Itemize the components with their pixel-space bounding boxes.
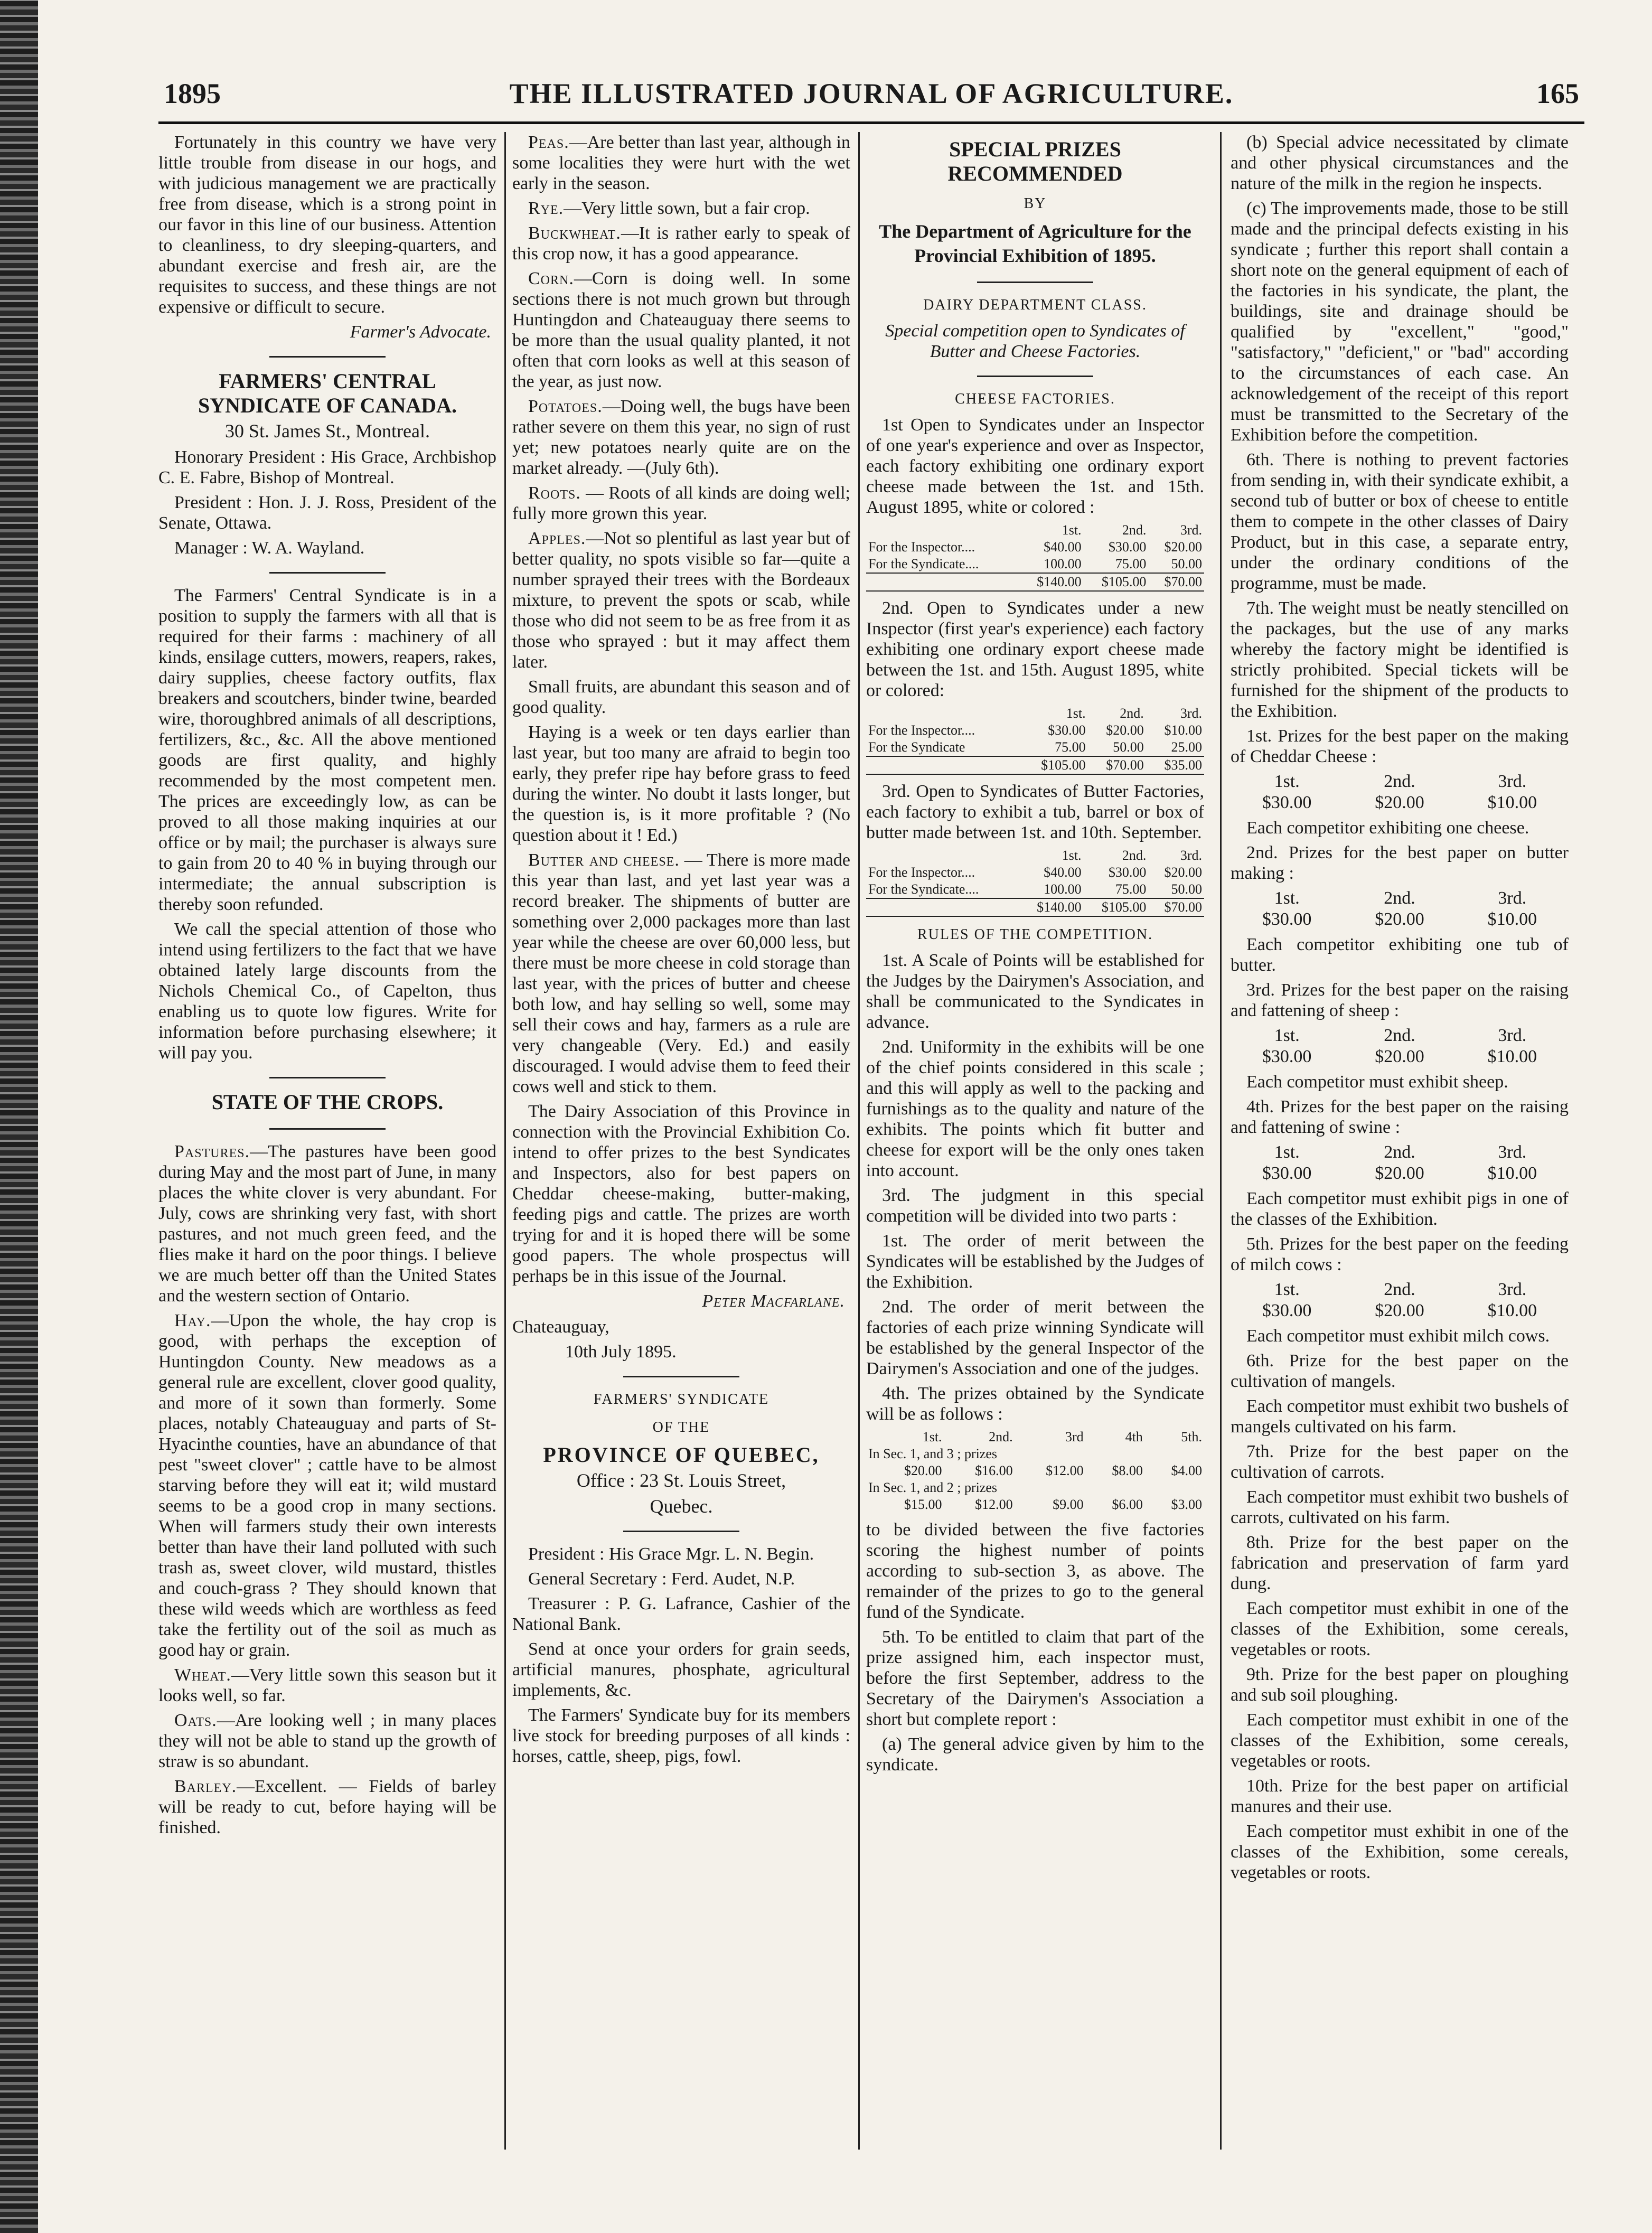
competition-3: 3rd. Open to Syndicates of Butter Factories, each factory to exhibit a tub, barrel or box of butter made between 1st. and 10th. September.	[866, 782, 1204, 842]
prize-table-1: 1st. 2nd. 3rd. For the Inspector.... $40.00 $30.00 $20.00 For the Syndicate.... 100.00 75.00 50.00 $140.00 $105.00 $70.00	[866, 522, 1204, 592]
corn-report: Corn.—Corn is doing well. In some sections there is not much grown but through Huntingdon and Chateauguay there seems to be more than the usual quality planted, it not often that corn looks as well at this season of the year, as just now.	[512, 269, 850, 391]
header-year: 1895	[164, 78, 221, 109]
table-row: In Sec. 1, and 2 ; prizes	[868, 1480, 998, 1495]
small-fruits-report: Small fruits, are abundant this season and of good quality.	[512, 677, 850, 717]
paper-prize-7: 7th. Prize for the best paper on the cultivation of carrots.	[1231, 1442, 1569, 1482]
special-prizes-heading: SPECIAL PRIZES RECOMMENDED	[947, 137, 1123, 185]
source-credit: Farmer's Advocate.	[350, 322, 491, 342]
competition-1: 1st Open to Syndicates under an Inspector of one year's experience and over as Inspector, each factory exhibiting one ordinary export cheese made between the 1st. and 15th. August 1895, white or colored :	[866, 415, 1204, 517]
signature-date: 10th July 1895.	[565, 1342, 677, 1362]
paper-prize-10: 10th. Prize for the best paper on artificial manures and their use.	[1231, 1776, 1569, 1816]
paper-prize-3-amounts: 1st. $30.00 2nd. $20.00 3rd. $10.00	[1262, 1026, 1537, 1066]
author-signature: Peter Macfarlane.	[702, 1291, 845, 1311]
buckwheat-label: Buckwheat.	[528, 223, 621, 243]
paper-prize-1-amounts: 1st. $30.00 2nd. $20.00 3rd. $10.00	[1262, 772, 1537, 812]
central-syndicate-heading: FARMERS' CENTRAL SYNDICATE OF CANADA.	[198, 369, 457, 417]
cheese-factories-heading: CHEESE FACTORIES.	[955, 391, 1115, 407]
rule-5: 5th. To be entitled to claim that part of the prize assigned him, each inspector must, before the first September, address to the Secretary of the Dairymen's Association a short but complete report :	[866, 1627, 1204, 1729]
department-heading: The Department of Agriculture for the Provincial Exhibition of 1895.	[879, 221, 1191, 266]
table-row: For the Inspector.... $30.00 $20.00 $10.00	[868, 723, 1202, 738]
column-4	[1231, 132, 1569, 2150]
quebec-syndicate-heading-3: PROVINCE OF QUEBEC,	[543, 1443, 820, 1467]
paper-prize-7-note: Each competitor must exhibit two bushels of carrots, cultivated on his farm.	[1231, 1487, 1569, 1527]
manager: Manager : W. A. Wayland.	[174, 538, 365, 558]
paper-prize-4-title: 4th. Prizes for the best paper on the raising and fattening of swine :	[1231, 1097, 1569, 1137]
fertilizers-paragraph: We call the special attention of those who intend using fertilizers to the fact that we have obtained lately large discounts from the Nichols Chemical Co., of Capelton, thus enabling us to quote low figures. Write for information before purchasing elsewhere; it will pay you.	[158, 920, 496, 1063]
live-stock-paragraph: The Farmers' Syndicate buy for its members live stock for breeding purposes of all kinds : horses, cattle, sheep, pigs, fowl.	[512, 1705, 850, 1766]
quebec-syndicate-heading-2: OF THE	[652, 1419, 710, 1436]
wheat-label: Wheat.	[174, 1665, 231, 1685]
paper-prize-1-note: Each competitor exhibiting one cheese.	[1246, 818, 1529, 838]
table-row: For the Syndicate 75.00 50.00 25.00	[868, 739, 1202, 755]
syndicate-supplies-paragraph: The Farmers' Central Syndicate is in a position to supply the farmers with all that is required for their farms : machinery of all kinds, ensilage cutters, mowers, reapers, rakes, dairy supplies, cheese factory outfits, flax breakers and scoutchers, binder twine, bearded wire, thoroughbred animals of all descriptions, fertilizers, &c., &c. All the above mentioned goods are first quality, and highly recommended by the most competent men. The prices are exceedingly low, as can be proved to all those making inquiries at our office or by mail; the purchaser is always sure to gain from 20 to 40 % in buying through our intermediate; the annual subscription is thereby soon refunded.	[158, 586, 496, 914]
page-header	[158, 74, 1584, 124]
rule-5b: (b) Special advice necessitated by climate and other physical circumstances and the nature of the milk in the region he inspects.	[1231, 133, 1569, 193]
paper-prize-5-note: Each competitor must exhibit milch cows.	[1246, 1326, 1550, 1346]
potatoes-label: Potatoes.	[528, 397, 603, 416]
central-syndicate-address: 30 St. James St., Montreal.	[225, 420, 430, 442]
section-divider	[269, 1077, 386, 1078]
table-row: For the Inspector.... $40.00 $30.00 $20.00	[868, 539, 1202, 555]
table-row: In Sec. 1, and 3 ; prizes	[868, 1446, 998, 1461]
apples-label: Apples.	[528, 529, 586, 548]
paper-prize-6: 6th. Prize for the best paper on the cultivation of mangels.	[1231, 1351, 1569, 1391]
rule-5c: (c) The improvements made, those to be still made and the principal defects existing in his syndicate ; further this report shall contain a short note on the general equipment of each of the factories in his syndicate, the plant, the buildings, site and drainage should be qualified by "excellent," "good," "satisfactory," "deficient," or "bad" according to the circumstances of each case. An acknowledgement of the receipt of this report must be transmitted to the Secretary of the Exhibition before the competition.	[1231, 199, 1569, 445]
table-row: For the Syndicate.... 100.00 75.00 50.00	[868, 881, 1202, 897]
table-row: For the Syndicate.... 100.00 75.00 50.00	[868, 556, 1202, 571]
section-divider	[977, 376, 1093, 377]
prize-table-3: 1st. 2nd. 3rd. For the Inspector.... $40.00 $30.00 $20.00 For the Syndicate.... 100.00 75.00 50.00 $140.00 $105.00 $70.00	[866, 847, 1204, 917]
section-divider	[977, 282, 1093, 283]
paper-prize-1-title: 1st. Prizes for the best paper on the making of Cheddar Cheese :	[1231, 726, 1569, 766]
table-row: $15.00 $12.00 $9.00 $6.00 $3.00	[904, 1497, 1202, 1512]
table-total-row: $140.00 $105.00 $70.00	[866, 573, 1204, 591]
paper-prize-8-note: Each competitor must exhibit in one of the classes of the Exhibition, some cereals, vegetables or roots.	[1231, 1599, 1569, 1659]
paper-prize-3-title: 3rd. Prizes for the best paper on the raising and fattening of sheep :	[1231, 980, 1569, 1020]
potatoes-report: Potatoes.—Doing well, the bugs have been rather severe on them this year, no sign of rust yet; new potatoes nearly quite are on the market already. —(July 6th).	[512, 397, 850, 478]
quebec-secretary: General Secretary : Ferd. Audet, N.P.	[528, 1569, 795, 1589]
pastures-report: Pastures.—The pastures have been good during May and the most part of June, in many places the white clover is very abundant. For July, cows are shrinking very fast, with short pastures, and not much green feed, and the flies make it hard on the poor things. I believe we are much better off than the United States and the western section of Ontario.	[158, 1142, 496, 1306]
rye-label: Rye.	[528, 199, 564, 218]
oats-report: Oats.—Are looking well ; in many places they will not be able to stand up the growth of straw is so abundant.	[158, 1711, 496, 1771]
oats-label: Oats.	[174, 1711, 217, 1730]
rule-1: 1st. A Scale of Points will be established for the Judges by the Dairymen's Association, and shall be communicated to the Syndicates in advance.	[866, 951, 1204, 1032]
paper-prize-6-note: Each competitor must exhibit two bushels of mangels cultivated on his farm.	[1231, 1396, 1569, 1437]
prize-table-2: 1st. 2nd. 3rd. For the Inspector.... $30.00 $20.00 $10.00 For the Syndicate 75.00 50.00 25.00 $105.00 $70.00 $35.00	[866, 705, 1204, 775]
dairy-association-paragraph: The Dairy Association of this Province in connection with the Provincial Exhibition Co. intend to offer prizes to the best Syndicates and Inspectors, also for best papers on Cheddar cheese-making, butter-making, feeding pigs and cattle. The prizes are worth trying for and it is hoped there will be some good papers. The whole prospectus will perhaps be in this issue of the Journal.	[512, 1102, 850, 1286]
apples-report: Apples.—Not so plentiful as last year but of better quality, no spots visible so far—quite a number sprayed their trees with the Bordeaux mixture, to prevent the spots or scab, while those who did not seem to be as free from it as those who sprayed : but it may affect them later.	[512, 529, 850, 672]
journal-title: THE ILLUSTRATED JOURNAL OF AGRICULTURE.	[509, 78, 1234, 109]
hay-report: Hay.—Upon the whole, the hay crop is good, with perhaps the exception of Huntingdon County. New meadows as a general rule are excellent, clover good quality, and more of it sown than formerly. Some places, notably Chateauguay and parts of St-Hyacinthe counties, have an abundance of that pest "sweet clover" ; cattle have to be almost starving before they will eat it; wild mustard seems to be a good crop in many sections. When will farmers study their own interests better than have their land polluted with such trash as, sweet clover, wild mustard, thistles and couch-grass ? They should known that these wild weeds which are worthless as feed take the fertility out of the soil as much as good hay or grain.	[158, 1311, 496, 1660]
special-competition-note: Special competition open to Syndicates of Butter and Cheese Factories.	[885, 321, 1185, 361]
rule-6: 6th. There is nothing to prevent factories from sending in, with their syndicate exhibit, a second tub of butter or box of cheese to entitle them to compete in the other classes of Dairy Product, but in this case, a separate entry, under the ordinary conditions of the programme, must be made.	[1231, 450, 1569, 593]
signature-place: Chateauguay,	[512, 1317, 609, 1337]
crops-heading: STATE OF THE CROPS.	[211, 1090, 444, 1114]
rule-3b: 2nd. The order of merit between the factories of each prize winning Syndicate will be established by the general Inspector of the Dairymen's Association and one of the judges.	[866, 1297, 1204, 1378]
section-divider	[269, 1128, 386, 1130]
butter-cheese-label: Butter and cheese.	[528, 850, 680, 870]
paper-prize-8: 8th. Prize for the best paper on the fabrication and preservation of farm yard dung.	[1231, 1533, 1569, 1593]
pastures-label: Pastures.	[174, 1142, 250, 1161]
roots-label: Roots.	[528, 483, 581, 503]
honorary-president: Honorary President : His Grace, Archbishop C. E. Fabre, Bishop of Montreal.	[158, 447, 496, 487]
quebec-president: President : His Grace Mgr. L. N. Begin.	[528, 1544, 814, 1564]
rule-3: 3rd. The judgment in this special competition will be divided into two parts :	[866, 1186, 1204, 1226]
rule-7: 7th. The weight must be neatly stencilled on the packages, but the use of any marks whereby the factory might be identified is strictly prohibited. Special tickets will be furnished for the shipment of the products to the Exhibition.	[1231, 598, 1569, 721]
book-binding-edge	[0, 0, 38, 2233]
peas-report: Peas.—Are better than last year, although in some localities they were hurt with the wet early in the season.	[512, 133, 850, 193]
column-1	[158, 132, 496, 2150]
quebec-syndicate-office: Office : 23 St. Louis Street,	[576, 1470, 786, 1491]
president: President : Hon. J. J. Ross, President of the Senate, Ottawa.	[158, 493, 496, 533]
column-rule	[504, 132, 506, 2150]
butter-cheese-report: Butter and cheese. — There is more made this year than last, and yet last year was a record breaker. The shipments of butter are something over 2,000 packages more than last year while the cheese are over 60,000 less, but there must be more cheese in cold storage than last year, with the prices of butter and cheese both low, and hay selling so well, some may sell their cows and hay, farmers as a rule are very changeable (Very. Ed.) and easily discouraged. I would advise them to feed their cows well and stick to them.	[512, 850, 850, 1096]
paper-prize-9-note: Each competitor must exhibit in one of the classes of the Exhibition, some cereals, vegetables or roots.	[1231, 1710, 1569, 1771]
paper-prize-10-note: Each competitor must exhibit in one of the classes of the Exhibition, some cereals, vegetables or roots.	[1231, 1822, 1569, 1882]
table-row: For the Inspector.... $40.00 $30.00 $20.00	[868, 865, 1202, 880]
section-divider	[269, 572, 386, 574]
prize-table-4: 1st. 2nd. 3rd 4th 5th. In Sec. 1, and 3 ; prizes $20.00 $16.00 $12.00 $8.00 $4.00 In Sec. 1, and 2 ; prizes $15.00 $12.00 $9.00 $6.00 $3.00	[866, 1429, 1204, 1513]
rule-2: 2nd. Uniformity in the exhibits will be one of the chief points considered in this scale ; and this will apply as well to the packing and furnishings as to the quality and nature of the exhibits. The points which fit butter and cheese for export will be the only ones taken into account.	[866, 1037, 1204, 1180]
wheat-report: Wheat.—Very little sown this season but it looks well, so far.	[158, 1665, 496, 1705]
rye-report: Rye.—Very little sown, but a fair crop.	[528, 199, 810, 218]
paper-prize-4-amounts: 1st. $30.00 2nd. $20.00 3rd. $10.00	[1262, 1142, 1537, 1183]
rule-3a: 1st. The order of merit between the Syndicates will be established by the Judges of the Exhibition.	[866, 1231, 1204, 1292]
section-divider	[623, 1376, 739, 1377]
corn-label: Corn.	[528, 269, 574, 288]
orders-paragraph: Send at once your orders for grain seeds, artificial manures, phosphate, agricultural implements, &c.	[512, 1639, 850, 1700]
paper-prize-9: 9th. Prize for the best paper on ploughing and sub soil ploughing.	[1231, 1665, 1569, 1705]
column-rule	[1220, 132, 1222, 2150]
barley-label: Barley.	[174, 1777, 237, 1796]
table-row: $20.00 $16.00 $12.00 $8.00 $4.00	[904, 1463, 1202, 1478]
table-total-row: $140.00 $105.00 $70.00	[866, 898, 1204, 916]
competition-2: 2nd. Open to Syndicates under a new Inspector (first year's experience) each factory exhibiting one ordinary export cheese made between the 1st. and 15th. August 1895, white or colored:	[866, 598, 1204, 700]
quebec-syndicate-heading-1: FARMERS' SYNDICATE	[593, 1391, 769, 1408]
column-rule	[858, 132, 860, 2150]
by-line: BY	[1024, 195, 1047, 212]
buckwheat-report: Buckwheat.—It is rather early to speak of this crop now, it has a good appearance.	[512, 223, 850, 264]
section-divider	[269, 356, 386, 358]
quebec-treasurer: Treasurer : P. G. Lafrance, Cashier of the National Bank.	[512, 1594, 850, 1634]
rule-4: 4th. The prizes obtained by the Syndicate will be as follows :	[866, 1384, 1204, 1424]
roots-report: Roots. — Roots of all kinds are doing well; fully more grown this year.	[512, 483, 850, 523]
paper-prize-5-amounts: 1st. $30.00 2nd. $20.00 3rd. $10.00	[1262, 1280, 1537, 1320]
paper-prize-4-note: Each competitor must exhibit pigs in one of the classes of the Exhibition.	[1231, 1189, 1569, 1229]
paper-prize-2-amounts: 1st. $30.00 2nd. $20.00 3rd. $10.00	[1262, 888, 1537, 929]
section-divider	[623, 1531, 739, 1532]
dairy-class-heading: DAIRY DEPARTMENT CLASS.	[923, 297, 1147, 313]
column-3	[866, 132, 1204, 2150]
haying-report: Haying is a week or ten days earlier than last year, but too many are afraid to begin too early, they prefer ripe hay before grass to feed during the winter. No doubt it lasts longer, but the question is, is it more profitable ? (No question about it ! Ed.)	[512, 723, 850, 845]
rule-4-continued: to be divided between the five factories scoring the highest number of points according to sub-section 3, as above. The remainder of the prizes to go to the general fund of the Syndicate.	[866, 1520, 1204, 1622]
paper-prize-3-note: Each competitor must exhibit sheep.	[1246, 1072, 1508, 1092]
peas-label: Peas.	[528, 133, 569, 152]
column-2	[512, 132, 850, 2150]
page-number: 165	[1536, 78, 1579, 109]
rules-heading: RULES OF THE COMPETITION.	[917, 926, 1153, 943]
paper-prize-5-title: 5th. Prizes for the best paper on the feeding of milch cows :	[1231, 1234, 1569, 1274]
rule-5a: (a) The general advice given by him to the syndicate.	[866, 1734, 1204, 1775]
quebec-syndicate-city: Quebec.	[650, 1496, 713, 1517]
table-total-row: $105.00 $70.00 $35.00	[866, 756, 1204, 774]
barley-report: Barley.—Excellent. — Fields of barley will be ready to cut, before haying will be finished.	[158, 1777, 496, 1837]
hog-disease-paragraph: Fortunately in this country we have very little trouble from disease in our hogs, and with judicious management we are practically free from disease, which is a strong point in our favor in this line of our business. Attention to cleanliness, to dry sleeping-quarters, and abundant exercise and fresh air, are the requisites to success, and these things are not expensive or difficult to secure.	[158, 133, 496, 317]
hay-label: Hay.	[174, 1311, 211, 1330]
paper-prize-2-title: 2nd. Prizes for the best paper on butter making :	[1231, 843, 1569, 883]
paper-prize-2-note: Each competitor exhibiting one tub of butter.	[1231, 935, 1569, 975]
